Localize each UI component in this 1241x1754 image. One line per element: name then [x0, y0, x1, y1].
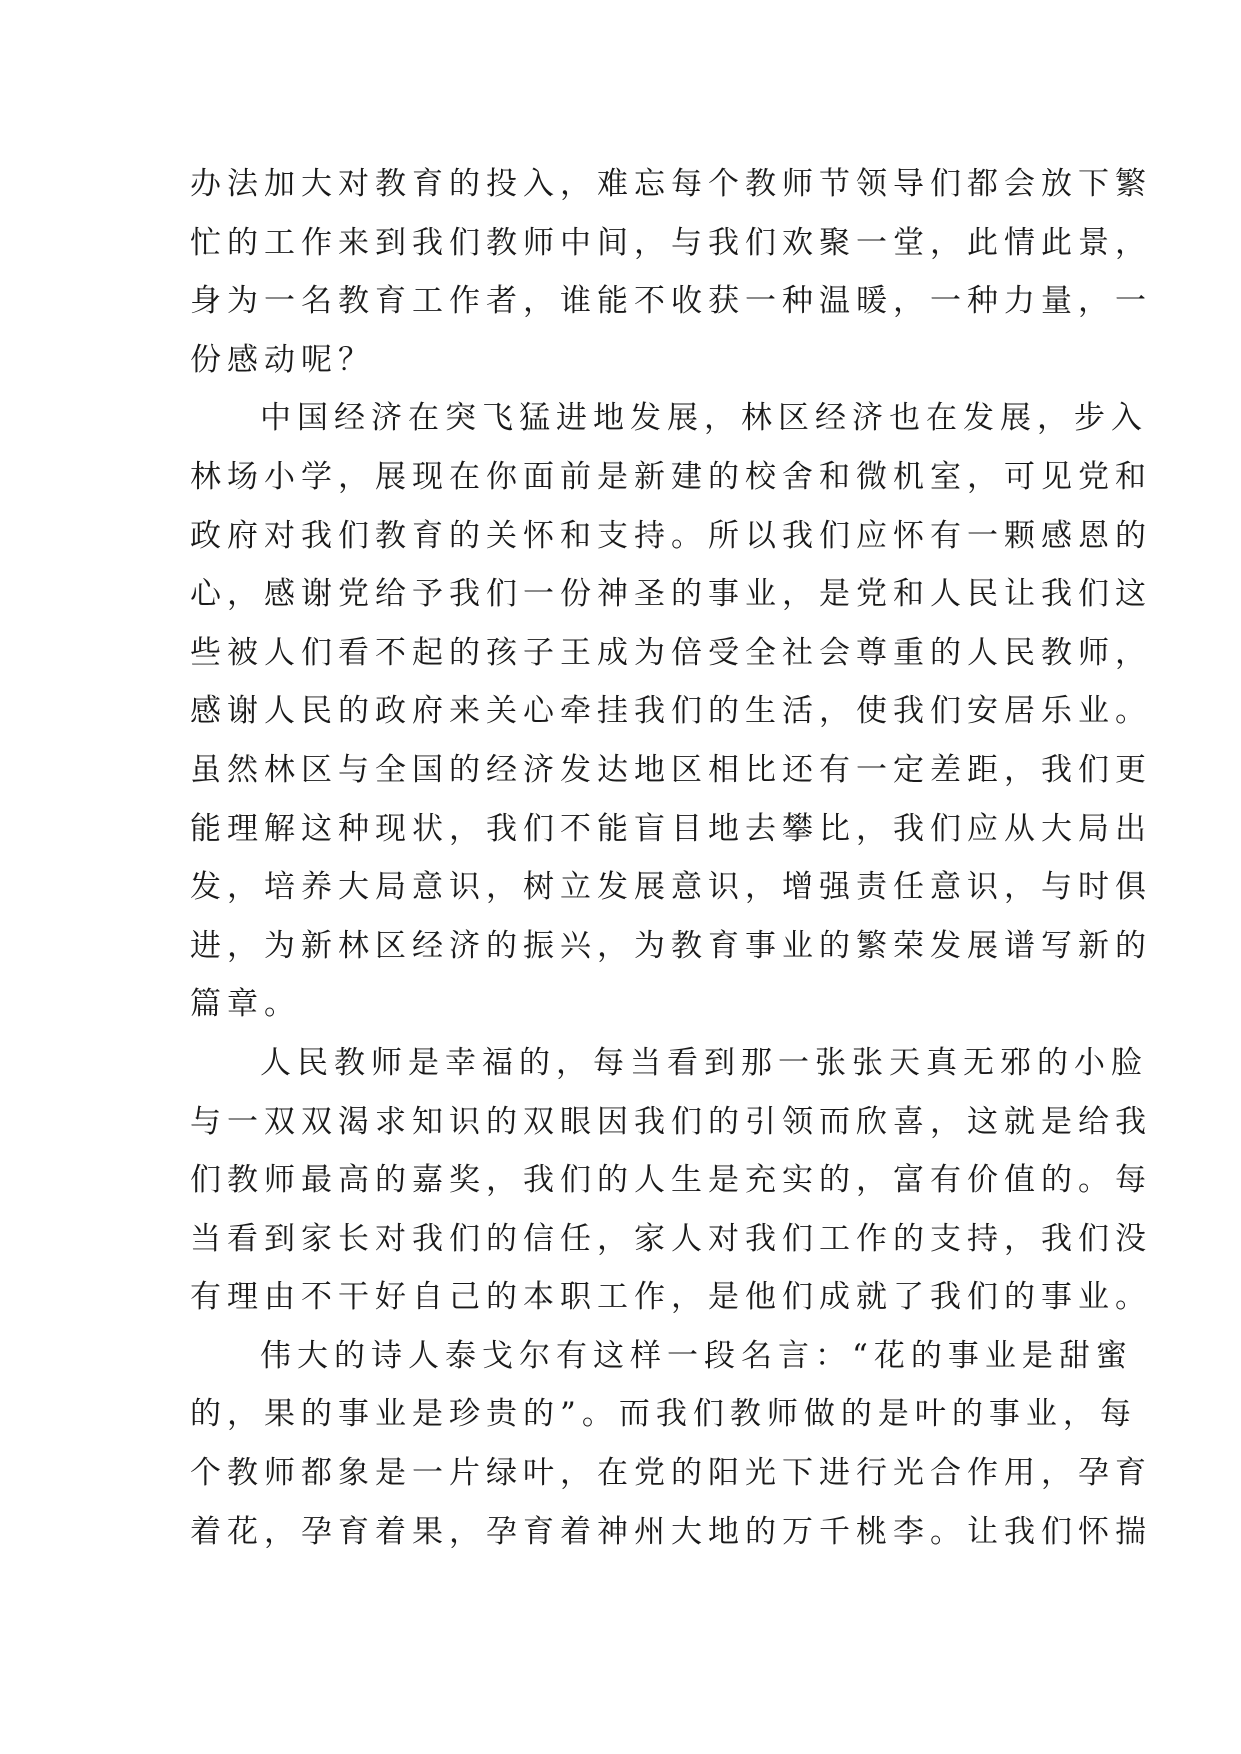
text-line: 发，培养大局意识，树立发展意识，增强责任意识，与时俱	[190, 869, 1152, 906]
text-line: 能理解这种现状，我们不能盲目地去攀比，我们应从大局出	[190, 810, 1152, 847]
text-line: 份感动呢？	[190, 341, 375, 378]
text-line: 感谢人民的政府来关心牵挂我们的生活，使我们安居乐业。	[190, 693, 1152, 730]
text-line: 政府对我们教育的关怀和支持。所以我们应怀有一颗感恩的	[190, 517, 1152, 554]
text-line: 进，为新林区经济的振兴，为教育事业的繁荣发展谱写新的	[190, 927, 1152, 964]
text-line: 有理由不干好自己的本职工作，是他们成就了我们的事业。	[190, 1279, 1152, 1316]
text-line: 虽然林区与全国的经济发达地区相比还有一定差距，我们更	[190, 751, 1152, 788]
text-line: 林场小学，展现在你面前是新建的校舍和微机室，可见党和	[190, 458, 1152, 495]
text-line: 们教师最高的嘉奖，我们的人生是充实的，富有价值的。每	[190, 1162, 1152, 1199]
text-line: 个教师都象是一片绿叶，在党的阳光下进行光合作用，孕育	[190, 1455, 1152, 1492]
text-line: 篇章。	[190, 986, 301, 1023]
text-line: 当看到家长对我们的信任，家人对我们工作的支持，我们没	[190, 1220, 1152, 1257]
text-line: 办法加大对教育的投入，难忘每个教师节领导们都会放下繁	[190, 166, 1152, 202]
text-line: 些被人们看不起的孩子王成为倍受全社会尊重的人民教师，	[190, 634, 1152, 671]
text-line: 身为一名教育工作者，谁能不收获一种温暖，一种力量，一	[190, 283, 1152, 320]
text-line: 与一双双渴求知识的双眼因我们的引领而欣喜，这就是给我	[190, 1103, 1152, 1140]
text-line: 中国经济在突飞猛进地发展，林区经济也在发展，步入	[260, 400, 1148, 437]
document-body	[190, 155, 1152, 1561]
text-line: 心，感谢党给予我们一份神圣的事业，是党和人民让我们这	[190, 576, 1152, 613]
text-line: 伟大的诗人泰戈尔有这样一段名言：“花的事业是甜蜜	[260, 1337, 1133, 1374]
text-line: 人民教师是幸福的，每当看到那一张张天真无邪的小脸	[260, 1044, 1148, 1081]
text-line: 的，果的事业是珍贵的”。而我们教师做的是叶的事业，每	[190, 1396, 1137, 1433]
text-line: 着花，孕育着果，孕育着神州大地的万千桃李。让我们怀揣	[190, 1513, 1152, 1550]
text-line: 忙的工作来到我们教师中间，与我们欢聚一堂，此情此景，	[190, 224, 1152, 261]
